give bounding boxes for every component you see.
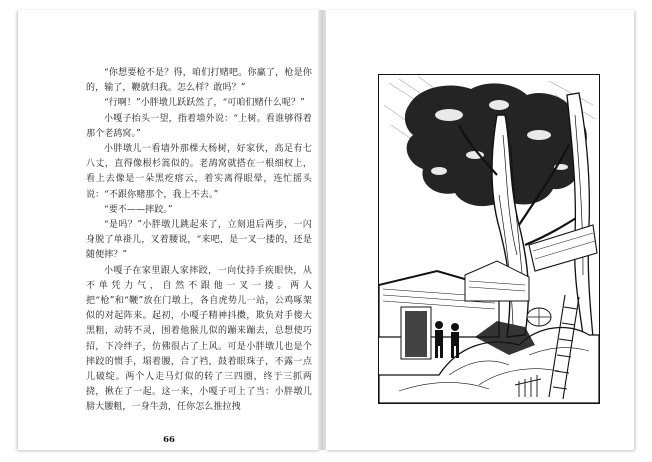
paragraph: 小嘎子在家里跟人家摔跤，一向仗持手疾眼快，从不单凭力气，自然不跟他一叉一搂。两人把“枪”和“鞭”放在门墩上，各自虎势儿一站，公鸡啄架似的对起阵来。起初，小嘎子精神抖擞，欺负对手傻大黑粗，动转不灵，围着他猴儿似的蹦来蹦去，总想使巧招，下冷绊子，仿佛很占了上风。可是小胖墩儿也是个摔跤的惯手，塌着腰，合了裆，鼓着眼珠子，不露一点儿破绽。两个人走马灯似的转了三四圈，终于三抓两挠，揪在了一起。这一来，小嘎子可上了当：小胖墩儿膀大腰粗，一身牛劲，任你怎么推拉拽 [86,265,312,413]
paragraph: “要不——摔跤。” [104,204,173,215]
illustration [378,74,600,404]
body-text [86,66,312,416]
ink-drawing-illustration [379,75,599,403]
page-number: 66 [163,435,175,445]
paragraph: “行啊！”小胖墩儿跃跃然了，“可咱们赌什么呢？” [104,98,305,109]
left-page [18,10,320,450]
paragraph: “是吗？”小胖墩儿跳起来了，立刻退后两步，一闪身脱了单褂儿，叉着腰说，“来吧，是一叉一搂的，还是随便摔？” [86,220,312,261]
paragraph: 小胖墩儿一看墙外那棵大杨树，好家伙，高足有七八丈，直得像根杉篙似的。老鸹窝就搭在一根细杈上，看上去像是一朵黑疙瘩云，着实离得眼晕，连忙摇头说：“不跟你赌那个，我上不去。” [86,144,312,200]
paragraph: 小嘎子抬头一望，指着墙外说：“上树。看谁够得着那个老鸹窝。” [86,113,312,139]
right-page [326,10,634,450]
mill-wheel [527,308,551,326]
paragraph: “你想要枪不是？得，咱们打赌吧。你赢了，枪是你的，输了，鞭就归我。怎么样？敢吗？” [86,68,312,94]
